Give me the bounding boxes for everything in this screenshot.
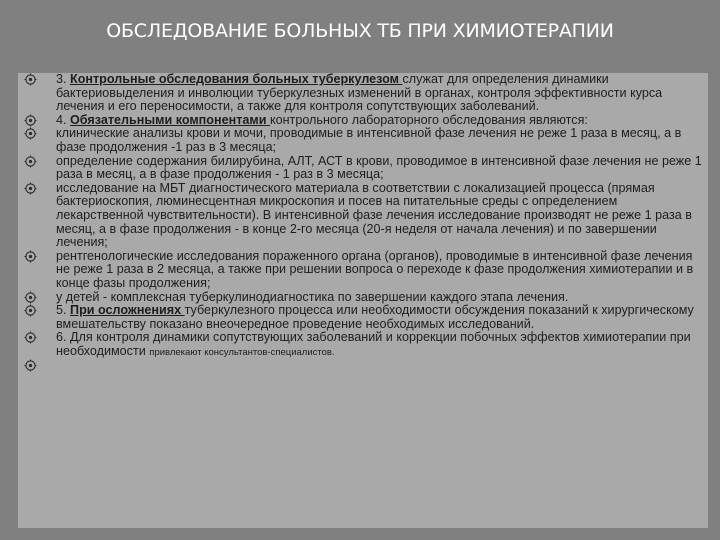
bullet-text: клинические анализы крови и мочи, проводимые в интенсивной фазе лечения не реже 1 раза в месяц, а в фазе продолжения -1 раз в 3 месяца;	[56, 126, 682, 154]
bullet-item	[18, 114, 708, 128]
ornate-bullet-icon	[24, 114, 37, 127]
bullet-item	[18, 155, 708, 182]
bullet-item	[18, 127, 708, 154]
bullet-text: 3.	[56, 72, 71, 86]
bullet-item	[18, 291, 708, 305]
ornate-bullet-icon	[24, 331, 37, 344]
bullet-text: 6. Для контроля динамики сопутствующих заболеваний и коррекции побочных эффектов химиотерапии при необходимости	[56, 330, 691, 358]
bullet-item	[18, 359, 708, 373]
bullet-text: определение содержания билирубина, АЛТ, АСТ в крови, проводимое в интенсивной фазе лечения не реже 1 раза в месяц, а в фазе продолжения - 1 раз в 3 месяца;	[56, 153, 702, 182]
bullet-text: служат для определения динамики бактериовыделения и инволюции туберкулезных изменений в органах, контроля эффективности курса лечения и его переносимости, а также для контроля сопутствующих заболеваний.	[56, 72, 663, 114]
bullet-item	[18, 304, 708, 331]
content-panel	[18, 73, 708, 528]
bullet-text: привлекают консультантов-специалистов.	[149, 346, 335, 358]
bullet-text: исследование на МБТ диагностического материала в соответствии с локализацией процесса (прямая бактериоскопия, люминесцентная микроскопия и посев на питательные среды с определением лекарственной чувствительности). В интенсивной фазе лечения исследование производят не реже 1 раза в месяц, а в фазе продолжения - в конце 2-го месяца (20-я неделя от начала лечения) и по завершении лечения;	[56, 180, 692, 250]
bullet-item	[18, 73, 708, 114]
ornate-bullet-icon	[24, 304, 37, 317]
bullet-text: Обязательными компонентами	[70, 112, 270, 127]
bullet-item	[18, 182, 708, 250]
bullet-list	[18, 73, 708, 373]
ornate-bullet-icon	[24, 127, 37, 140]
ornate-bullet-icon	[24, 182, 37, 195]
bullet-text: контрольного лабораторного обследования являются:	[269, 112, 588, 127]
ornate-bullet-icon	[24, 155, 37, 168]
bullet-item	[18, 250, 708, 291]
bullet-item	[18, 331, 708, 359]
bullet-text: туберкулезного процесса или необходимости обсуждения показаний к хирургическому вмешательству показано внеочередное проведение необходимых исследований.	[56, 303, 694, 331]
bullet-text: 4.	[56, 112, 71, 127]
ornate-bullet-icon	[24, 291, 37, 304]
slide-title: ОБСЛЕДОВАНИЕ БОЛЬНЫХ ТБ ПРИ ХИМИОТЕРАПИИ	[106, 20, 614, 42]
ornate-bullet-icon	[24, 250, 37, 263]
bullet-text: 5.	[56, 303, 71, 318]
bullet-text: рентгенологические исследования пораженного органа (органов), проводимые в интенсивной фазе лечения не реже 1 раза в 2 месяца, а также при решении вопроса о переходе к фазе продолжения химиотерапии и в конце фазы продолжения;	[56, 248, 694, 290]
bullet-text: Контрольные обследования больных туберкулезом	[70, 72, 403, 86]
ornate-bullet-icon	[24, 359, 37, 372]
ornate-bullet-icon	[24, 73, 37, 86]
bullet-text: При осложнениях	[70, 303, 185, 318]
bullet-text: у детей - комплексная туберкулинодиагностика по завершении каждого этапа лечения.	[56, 289, 569, 304]
